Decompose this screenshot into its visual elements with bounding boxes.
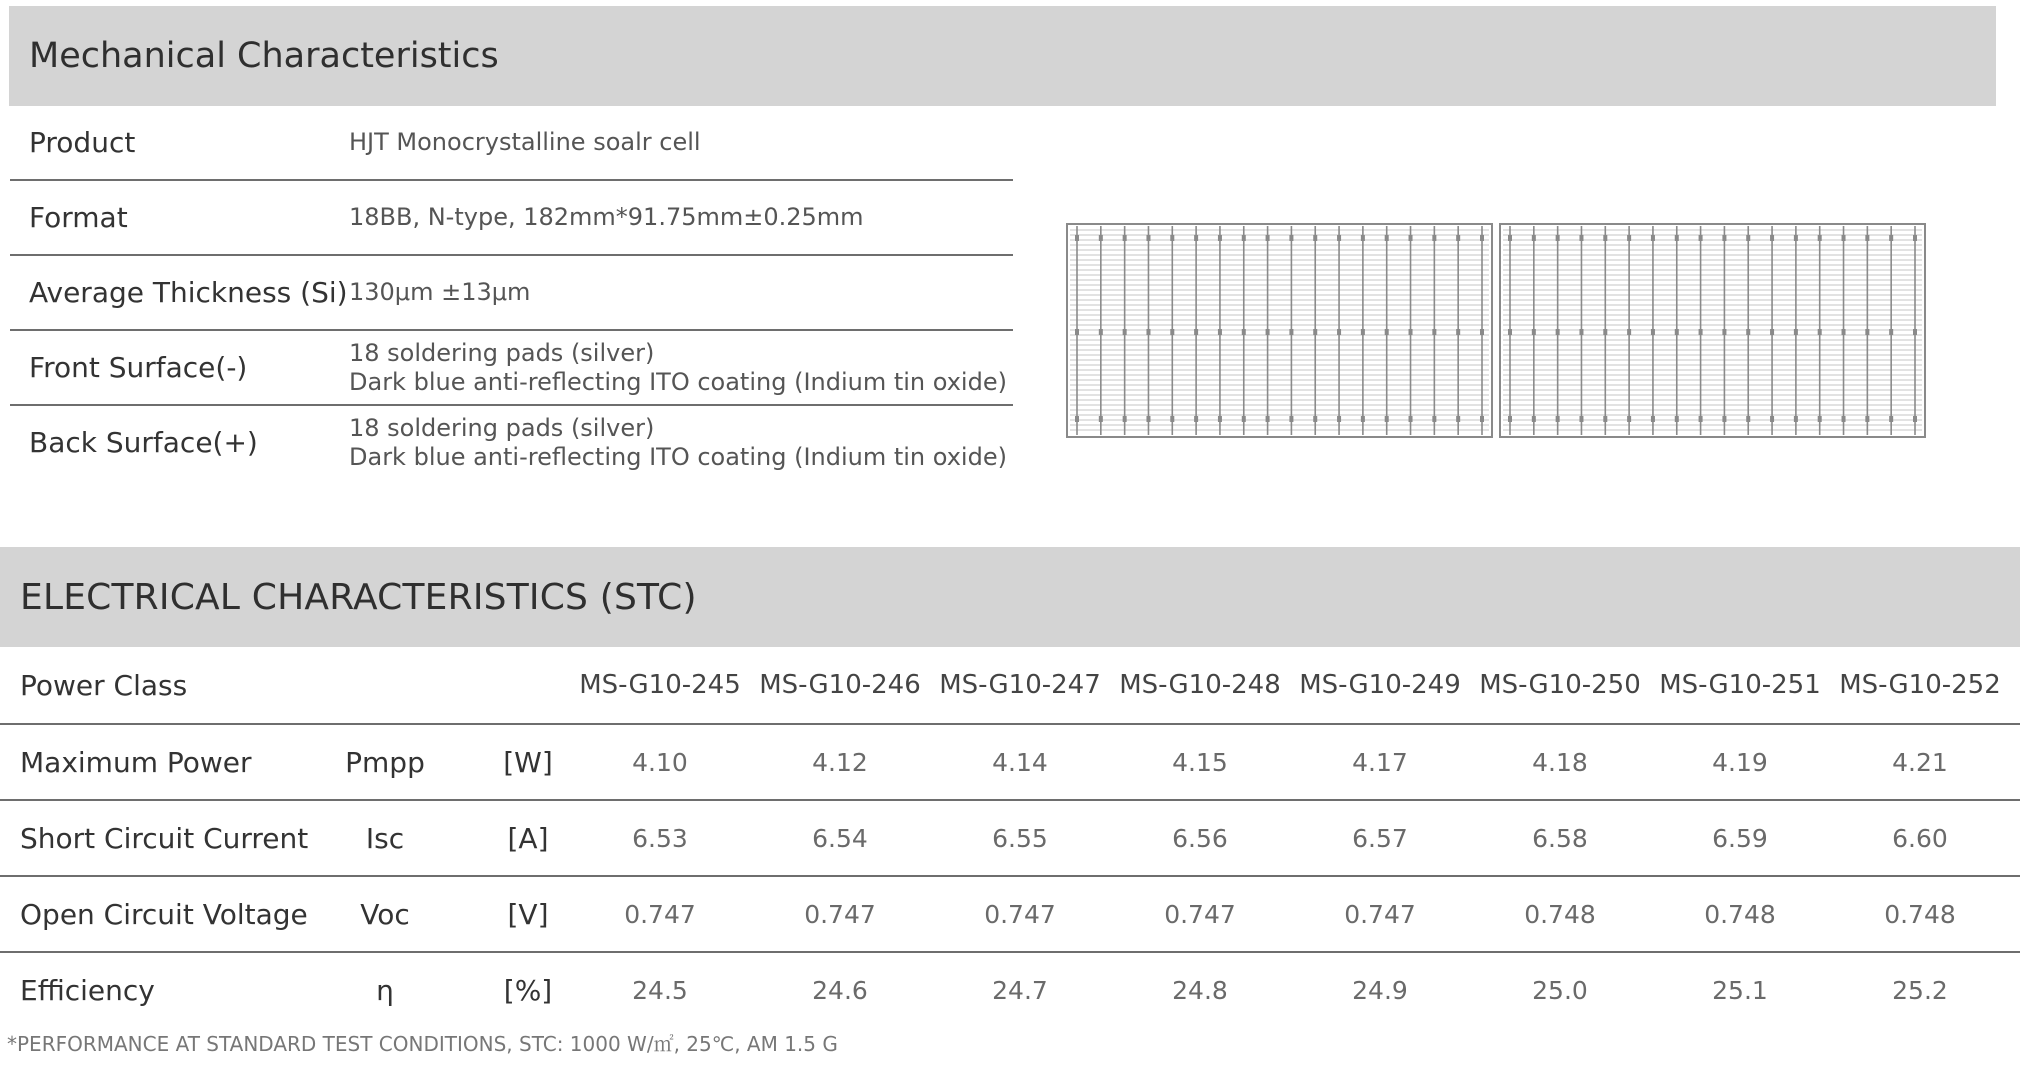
table-cell: 4.10 bbox=[632, 747, 688, 777]
model-header: MS-G10-248 bbox=[1119, 670, 1281, 700]
table-cell: 4.19 bbox=[1712, 747, 1768, 777]
electrical-table bbox=[0, 647, 2020, 1027]
mechanical-section-title: Mechanical Characteristics bbox=[29, 36, 499, 76]
table-cell: 4.14 bbox=[992, 747, 1048, 777]
row-label: Open Circuit Voltage bbox=[20, 897, 308, 931]
table-cell: 0.748 bbox=[1524, 899, 1596, 929]
mech-value-line: Dark blue anti-reflecting ITO coating (Indium tin oxide) bbox=[349, 367, 1007, 396]
solar-cell-grid-diagram bbox=[1066, 223, 1926, 440]
mech-row-thickness bbox=[10, 256, 1013, 331]
table-cell: 4.17 bbox=[1352, 747, 1408, 777]
table-row bbox=[0, 725, 2020, 801]
table-row bbox=[0, 801, 2020, 877]
table-cell: 0.747 bbox=[1344, 899, 1416, 929]
table-cell: 6.58 bbox=[1532, 823, 1588, 853]
table-cell: 25.2 bbox=[1892, 975, 1948, 1005]
mech-value bbox=[349, 256, 530, 329]
mech-value bbox=[349, 406, 1007, 479]
table-cell: 4.12 bbox=[812, 747, 868, 777]
row-unit: [%] bbox=[503, 973, 553, 1007]
row-unit: [V] bbox=[507, 897, 549, 931]
table-cell: 0.747 bbox=[1164, 899, 1236, 929]
row-label: Maximum Power bbox=[20, 745, 252, 779]
mechanical-section-header bbox=[9, 6, 1996, 106]
mech-value-line: HJT Monocrystalline soalr cell bbox=[349, 128, 701, 156]
mech-row-product bbox=[10, 106, 1013, 181]
mech-value-line: 18 soldering pads (silver) bbox=[349, 413, 655, 442]
table-cell: 6.59 bbox=[1712, 823, 1768, 853]
table-cell: 24.5 bbox=[632, 975, 688, 1005]
stc-footnote: *PERFORMANCE AT STANDARD TEST CONDITIONS, STC: 1000 W/㎡, 25℃, AM 1.5 G bbox=[7, 1032, 838, 1056]
table-cell: 6.60 bbox=[1892, 823, 1948, 853]
mech-label: Back Surface(+) bbox=[29, 426, 258, 459]
mech-row-front-surface bbox=[10, 331, 1013, 406]
table-cell: 0.747 bbox=[624, 899, 696, 929]
model-header: MS-G10-247 bbox=[939, 670, 1101, 700]
table-cell: 0.748 bbox=[1704, 899, 1776, 929]
mech-row-back-surface bbox=[10, 406, 1013, 479]
mech-label: Front Surface(-) bbox=[29, 351, 248, 384]
mech-row-format bbox=[10, 181, 1013, 256]
power-class-label: Power Class bbox=[20, 668, 188, 702]
row-symbol: Isc bbox=[365, 821, 405, 855]
mech-value-line: Dark blue anti-reflecting ITO coating (Indium tin oxide) bbox=[349, 442, 1007, 471]
cell-panel bbox=[1500, 224, 1925, 437]
mech-value-line: 130μm ±13μm bbox=[349, 278, 531, 306]
table-cell: 6.54 bbox=[812, 823, 868, 853]
table-cell: 6.57 bbox=[1352, 823, 1408, 853]
table-cell: 0.748 bbox=[1884, 899, 1956, 929]
mech-value bbox=[349, 106, 701, 179]
model-header: MS-G10-250 bbox=[1479, 670, 1641, 700]
cell-panel bbox=[1067, 224, 1492, 437]
mech-label: Product bbox=[29, 126, 136, 159]
table-cell: 24.9 bbox=[1352, 975, 1408, 1005]
row-label: Short Circuit Current bbox=[20, 821, 309, 855]
table-cell: 4.18 bbox=[1532, 747, 1588, 777]
mechanical-table bbox=[10, 106, 1013, 479]
row-unit: [A] bbox=[507, 821, 549, 855]
table-cell: 24.6 bbox=[812, 975, 868, 1005]
table-cell: 6.55 bbox=[992, 823, 1048, 853]
model-header: MS-G10-246 bbox=[759, 670, 921, 700]
table-cell: 24.7 bbox=[992, 975, 1048, 1005]
model-header: MS-G10-251 bbox=[1659, 670, 1821, 700]
electrical-section-header bbox=[0, 547, 2020, 647]
table-cell: 4.21 bbox=[1892, 747, 1948, 777]
row-label: Efficiency bbox=[20, 973, 155, 1007]
row-symbol: η bbox=[376, 973, 394, 1007]
model-header: MS-G10-249 bbox=[1299, 670, 1461, 700]
mech-value bbox=[349, 181, 864, 254]
table-row bbox=[0, 953, 2020, 1027]
electrical-section-title: ELECTRICAL CHARACTERISTICS (STC) bbox=[20, 576, 697, 618]
table-cell: 4.15 bbox=[1172, 747, 1228, 777]
table-cell: 6.56 bbox=[1172, 823, 1228, 853]
table-cell: 6.53 bbox=[632, 823, 688, 853]
table-row bbox=[0, 877, 2020, 953]
table-cell: 25.0 bbox=[1532, 975, 1588, 1005]
table-cell: 0.747 bbox=[804, 899, 876, 929]
model-header: MS-G10-245 bbox=[579, 670, 741, 700]
table-cell: 0.747 bbox=[984, 899, 1056, 929]
row-unit: [W] bbox=[503, 745, 553, 779]
row-symbol: Voc bbox=[360, 897, 410, 931]
row-symbol: Pmpp bbox=[345, 745, 425, 779]
mech-value-line: 18BB, N-type, 182mm*91.75mm±0.25mm bbox=[349, 203, 864, 231]
mech-label: Average Thickness (Si) bbox=[29, 276, 348, 309]
mech-label: Format bbox=[29, 201, 128, 234]
table-cell: 24.8 bbox=[1172, 975, 1228, 1005]
mech-value bbox=[349, 331, 1007, 404]
mech-value-line: 18 soldering pads (silver) bbox=[349, 338, 655, 367]
model-header: MS-G10-252 bbox=[1839, 670, 2001, 700]
power-class-header-row bbox=[0, 647, 2020, 725]
table-cell: 25.1 bbox=[1712, 975, 1768, 1005]
